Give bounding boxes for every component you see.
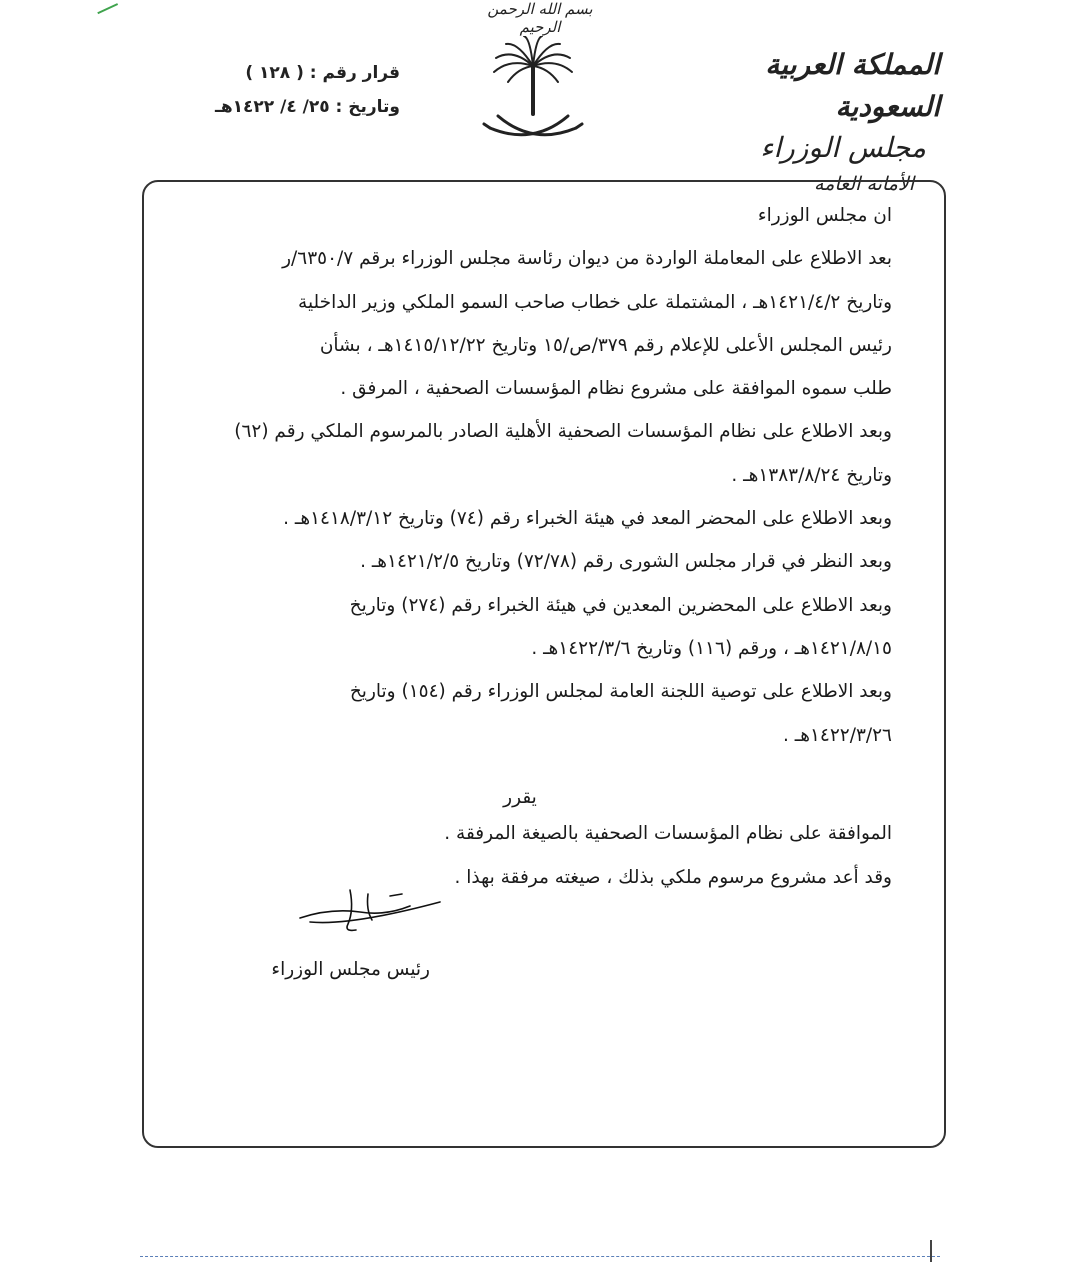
body-line: وبعد الاطلاع على توصية اللجنة العامة لمجلس الوزراء رقم (١٥٤) وتاريخ	[349, 681, 892, 703]
decision-number: قرار رقم : ( ١٢٨ )	[245, 63, 400, 83]
body-line: ان مجلس الوزراء	[757, 205, 892, 226]
document-body	[180, 194, 892, 757]
body-line: رئيس المجلس الأعلى للإعلام رقم ٣٧٩/ص/١٥ وتاريخ ١٤١٥/١٢/٢٢هـ ، بشأن	[319, 334, 892, 356]
body-line: وتاريخ ١٣٨٣/٨/٢٤هـ .	[731, 464, 892, 486]
body-line: وتاريخ ١٤٢١/٤/٢هـ ، المشتملة على خطاب صاحب السمو الملكي وزير الداخلية	[298, 291, 892, 313]
basmala: بسم الله الرحمن الرحيم	[487, 0, 593, 36]
decision-date: وتاريخ : ٢٥/ ٤/ ١٤٢٢هـ	[215, 97, 400, 117]
body-line: ١٤٢٢/٣/٢٦هـ .	[783, 724, 892, 746]
body-line: وبعد الاطلاع على نظام المؤسسات الصحفية الأهلية الصادر بالمرسوم الملكي رقم (٦٢)	[234, 421, 892, 443]
body-line: وبعد الاطلاع على المحضر المعد في هيئة الخبراء رقم (٧٤) وتاريخ ١٤١٨/٣/١٢هـ .	[283, 508, 892, 530]
secretariat-name: الأمانة العامة	[814, 173, 914, 195]
body-line: طلب سموه الموافقة على مشروع نظام المؤسسات الصحفية ، المرفق .	[340, 378, 892, 400]
council-name: مجلس الوزراء	[760, 131, 926, 164]
resolution-line: وقد أعد مشروع مرسوم ملكي بذلك ، صيغته مرفقة بهذا .	[454, 867, 892, 888]
corner-mark	[94, 0, 118, 14]
body-line: ١٤٢١/٨/١٥هـ ، ورقم (١١٦) وتاريخ ١٤٢٢/٣/٦هـ .	[531, 637, 892, 659]
resolution-line: الموافقة على نظام المؤسسات الصحفية بالصيغة المرفقة .	[444, 823, 892, 844]
signature-icon	[290, 880, 450, 940]
body-line: وبعد النظر في قرار مجلس الشورى رقم (٧٢/٧٨) وتاريخ ١٤٢١/٢/٥هـ .	[360, 551, 892, 573]
saudi-emblem-icon	[478, 36, 588, 156]
signatory-title: رئيس مجلس الوزراء	[271, 959, 430, 980]
decision-info	[180, 56, 400, 124]
body-line: بعد الاطلاع على المعاملة الواردة من ديوان رئاسة مجلس الوزراء برقم ٦٣٥٠/٧/ر	[282, 248, 892, 270]
kingdom-name: المملكة العربية السعودية	[765, 48, 940, 123]
decides-heading: يقرر	[503, 787, 537, 808]
body-line: وبعد الاطلاع على المحضرين المعدين في هيئة الخبراء رقم (٢٧٤) وتاريخ	[349, 594, 892, 616]
issuer-header	[690, 44, 940, 200]
